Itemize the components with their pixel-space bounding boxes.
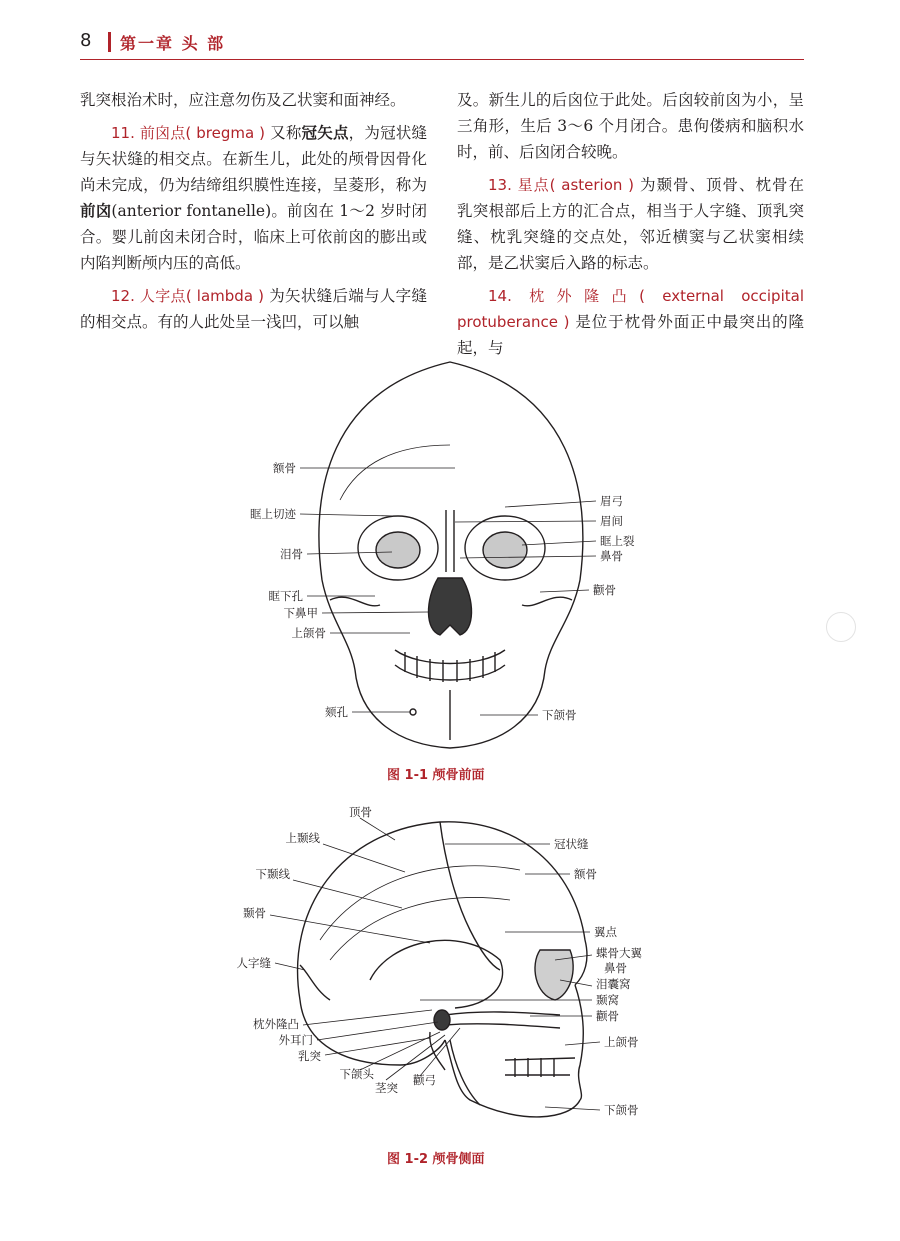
bold-term: 前囟 bbox=[80, 201, 112, 220]
label-lacrimal-bone: 泪骨 bbox=[280, 547, 303, 561]
paragraph-bregma bbox=[80, 120, 427, 276]
label-maxilla: 上颌骨 bbox=[291, 626, 326, 640]
label-supraorbital-notch: 眶上切迹 bbox=[250, 507, 296, 521]
label-coronal-suture: 冠状缝 bbox=[554, 837, 589, 851]
text-run: 为颞骨、顶骨、枕骨在乳突根部后上方的汇合点，相当于人字缝、顶乳突缝、枕乳突缝的交点处，邻近横窦与乙状窦相续部，是乙状窦后入路的标志。 bbox=[457, 176, 805, 272]
label-temporal-bone: 颞骨 bbox=[243, 906, 266, 920]
label-pterion: 翼点 bbox=[594, 925, 617, 939]
label-zygomatic-arch: 颧弓 bbox=[413, 1073, 436, 1087]
bold-term: 冠矢点 bbox=[301, 123, 349, 142]
paragraph: 及。新生儿的后囟位于此处。后囟较前囟为小，呈三角形，生后 3～6 个月闭合。患佝偻病和脑积水时，前、后囟闭合较晚。 bbox=[457, 91, 804, 161]
label-temporal-fossa: 颞窝 bbox=[596, 993, 619, 1007]
paragraph: 乳突根治术时，应注意勿伤及乙状窦和面神经。 bbox=[80, 91, 406, 109]
label-zygomatic-bone: 颧骨 bbox=[593, 583, 616, 597]
left-text-column bbox=[80, 87, 427, 342]
label-parietal-bone: 顶骨 bbox=[349, 805, 372, 819]
skull-side-illustration bbox=[0, 800, 900, 1140]
text-run: 为矢状缝后端与人字缝的相交点。有的人此处呈一浅凹，可以触 bbox=[80, 287, 427, 331]
label-external-acoustic-meatus: 外耳门 bbox=[278, 1033, 313, 1047]
label-mastoid-process: 乳突 bbox=[298, 1049, 321, 1063]
header-divider bbox=[108, 32, 111, 52]
watermark-circle bbox=[826, 612, 856, 642]
figure-caption: 图 1-1 颅骨前面 bbox=[387, 768, 485, 783]
right-text-column bbox=[457, 87, 804, 368]
label-nasal-bone: 鼻骨 bbox=[600, 549, 623, 563]
chapter-title: 第一章 头 部 bbox=[120, 34, 226, 53]
page-number: 8 bbox=[80, 30, 92, 51]
label-superior-temporal-line: 上颞线 bbox=[285, 831, 320, 845]
text-run: (anterior fontanelle)。前囟在 1～2 岁时闭合。婴儿前囟未闭合时，临床上可依前囟的膨出或内陷判断颅内压的高低。 bbox=[80, 202, 427, 272]
figure-caption: 图 1-2 颅骨侧面 bbox=[387, 1152, 485, 1167]
label-greater-wing-sphenoid: 蝶骨大翼 bbox=[596, 946, 642, 960]
skull-front-illustration bbox=[0, 350, 900, 790]
label-mandible: 下颌骨 bbox=[542, 708, 577, 722]
label-superior-orbital-fissure: 眶上裂 bbox=[600, 534, 635, 548]
label-nasal-bone: 鼻骨 bbox=[604, 961, 627, 975]
label-zygomatic-bone: 颧骨 bbox=[596, 1009, 619, 1023]
paragraph-asterion bbox=[457, 172, 804, 276]
header-rule bbox=[80, 59, 804, 60]
page-header bbox=[80, 30, 804, 60]
text-run: ，为冠状缝与矢状缝的相交点。在新生儿，此处的颅骨因骨化尚未完成，仍为结缔组织膜性连接，呈菱形，称为 bbox=[80, 124, 427, 194]
label-frontal-bone: 额骨 bbox=[273, 461, 296, 475]
label-glabella: 眉间 bbox=[600, 514, 623, 528]
label-frontal-bone: 额骨 bbox=[574, 867, 597, 881]
term-heading: 13. 星点( asterion ) bbox=[488, 176, 635, 194]
label-inferior-nasal-concha: 下鼻甲 bbox=[283, 606, 318, 620]
label-superciliary-arch: 眉弓 bbox=[600, 494, 623, 508]
label-external-occipital-protuberance: 枕外隆凸 bbox=[253, 1017, 299, 1031]
label-lacrimal-fossa: 泪囊窝 bbox=[596, 977, 631, 991]
term-heading: 12. 人字点( lambda ) bbox=[111, 287, 264, 305]
text-run: 又称 bbox=[265, 124, 302, 142]
paragraph-lambda bbox=[80, 283, 427, 335]
label-mental-foramen: 颏孔 bbox=[325, 705, 348, 719]
term-heading: 11. 前囟点( bregma ) bbox=[111, 124, 265, 142]
label-mandibular-head: 下颌头 bbox=[339, 1067, 374, 1081]
label-maxilla: 上颌骨 bbox=[604, 1035, 639, 1049]
figure-skull-front bbox=[0, 350, 900, 790]
label-inferior-temporal-line: 下颞线 bbox=[255, 867, 290, 881]
label-mandible: 下颌骨 bbox=[604, 1103, 639, 1117]
label-infraorbital-foramen: 眶下孔 bbox=[268, 589, 303, 603]
text-run: 是位于枕骨外面正中最突出的隆起，与 bbox=[457, 313, 804, 357]
figure-skull-side bbox=[0, 800, 900, 1180]
term-heading: 14. 枕外隆凸( external occipital protuberance ) bbox=[457, 287, 804, 331]
label-lambdoid-suture: 人字缝 bbox=[236, 956, 271, 970]
label-styloid-process: 茎突 bbox=[375, 1081, 398, 1095]
